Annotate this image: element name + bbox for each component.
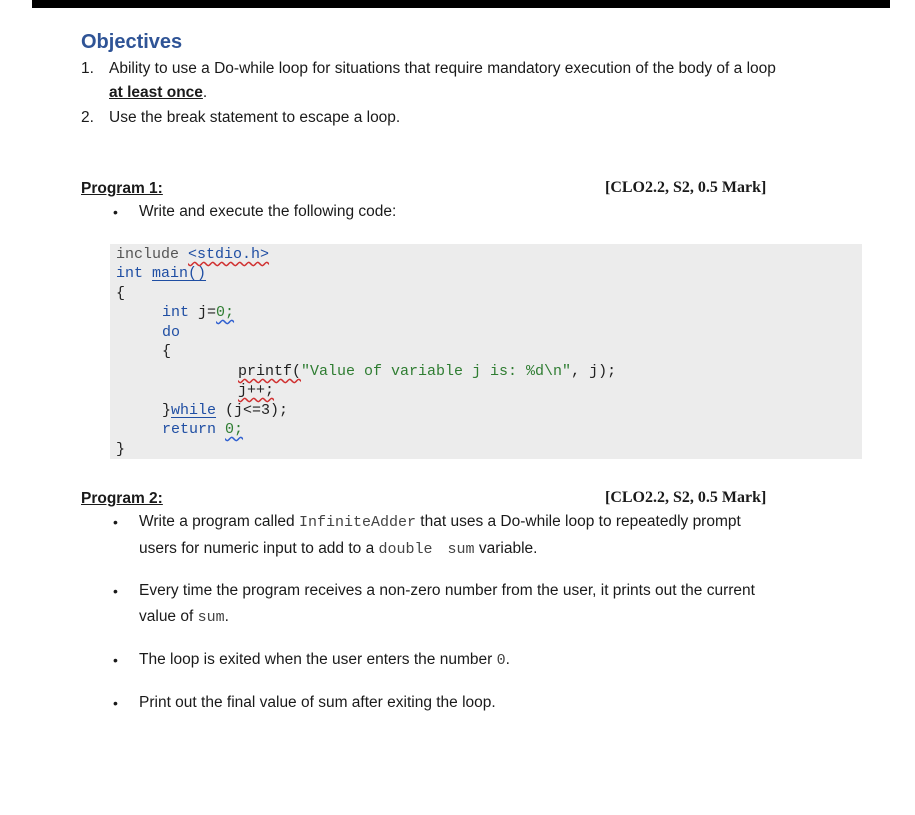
code-condition: (j<=3); [216, 402, 289, 419]
code-int-j: int [162, 304, 199, 321]
code-while: while [171, 402, 217, 419]
code-int: int [116, 265, 153, 282]
objectives-title: Objectives [81, 31, 183, 53]
code-main: main() [152, 265, 207, 282]
text-run: . [224, 608, 229, 625]
top-rule [32, 0, 890, 8]
objective-number: 2. [81, 109, 94, 126]
objective-period: . [202, 84, 208, 101]
code-line-11: } [116, 441, 126, 458]
code-line-10 [162, 420, 243, 439]
bullet-dot: • [113, 204, 118, 220]
code-zero: 0; [216, 304, 235, 321]
code-line-1 [116, 245, 269, 264]
code-close-brace: } [162, 402, 172, 419]
objective-text [109, 57, 849, 105]
code-line-6: { [162, 343, 172, 360]
code-line-9 [162, 401, 288, 420]
code-format-string: "Value of variable j is: %d\n" [301, 363, 572, 380]
code-printf-args: , j); [571, 363, 617, 380]
program1-heading: Program 1: [81, 180, 163, 197]
code-assign: j= [198, 304, 217, 321]
text-run: that uses a Do-while loop to repeatedly prompt [415, 513, 741, 530]
code-return: return [162, 421, 226, 438]
objective-text: Use the break statement to escape a loop. [109, 109, 401, 126]
code-line-7 [238, 362, 616, 381]
bullet-dot: • [113, 583, 118, 599]
text-run: value of [139, 608, 198, 625]
code-sum: sum [197, 609, 225, 626]
bullet-dot: • [113, 514, 118, 530]
text-run: variable. [474, 540, 538, 557]
code-line-2 [116, 264, 206, 283]
objective-emphasis: at least once [109, 84, 203, 101]
code-line-3: { [116, 285, 126, 302]
code-line-5: do [162, 324, 181, 341]
program2-bullet-4-text: Print out the final value of sum after exiting the loop. [139, 694, 496, 711]
program2-bullet-1-text [139, 509, 839, 563]
text-run: . [505, 651, 510, 668]
text-run: Every time the program receives a non-zero number from the user, it prints out the current [139, 582, 755, 599]
program2-bullet-3-text [139, 647, 839, 674]
bullet-dot: • [113, 695, 118, 711]
code-include: include [116, 246, 189, 263]
bullet-dot: • [113, 652, 118, 668]
text-run: The loop is exited when the user enters the number [139, 651, 497, 668]
text-run: Write a program called [139, 513, 299, 530]
objective-text-main: Ability to use a Do-while loop for situations that require mandatory execution of the body of a loop [109, 60, 776, 77]
code-line-8: j++; [238, 382, 275, 399]
code-infinite-adder: InfiniteAdder [298, 514, 416, 531]
text-run: users for numeric input to add to a [139, 540, 379, 557]
code-printf: printf( [238, 363, 302, 380]
program2-mark: [CLO2.2, S2, 0.5 Mark] [605, 489, 767, 506]
program1-instruction: Write and execute the following code: [139, 203, 397, 220]
program1-mark: [CLO2.2, S2, 0.5 Mark] [605, 179, 767, 196]
program2-bullet-2-text [139, 578, 839, 631]
code-return-value: 0; [225, 421, 244, 438]
program2-heading: Program 2: [81, 490, 163, 507]
code-header: <stdio.h> [188, 246, 270, 263]
code-zero-literal: 0 [496, 652, 506, 669]
code-line-4 [162, 303, 234, 322]
objective-number: 1. [81, 60, 94, 77]
code-double-sum: double sum [378, 541, 475, 558]
